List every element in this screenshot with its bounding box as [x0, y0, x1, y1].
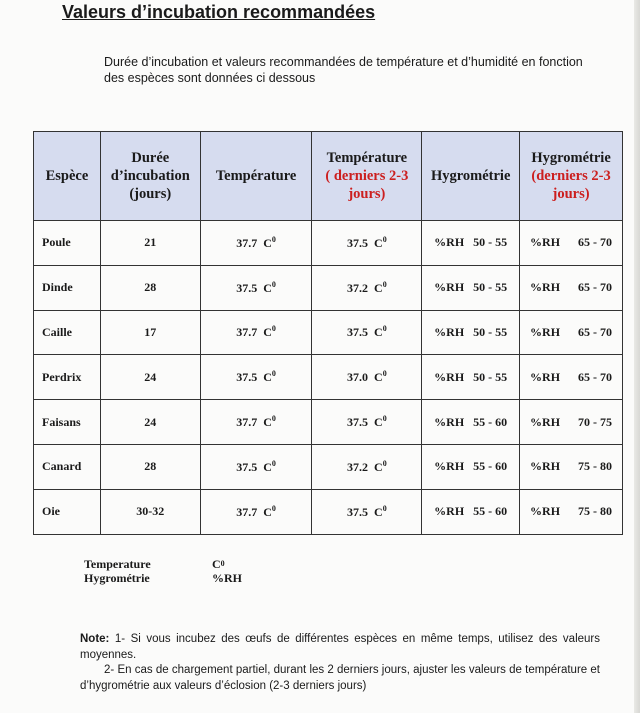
- cell-value: Dinde: [42, 280, 73, 295]
- cell-value: Poule: [42, 235, 71, 250]
- table-cell-hygro_fin: [520, 310, 623, 355]
- cell-value: Caille: [42, 324, 72, 339]
- table-header-cell: [422, 132, 520, 221]
- degree-superscript: 0: [382, 234, 387, 244]
- table-body: [34, 221, 623, 535]
- cell-value: %RH 75 - 80: [530, 504, 613, 519]
- intro-paragraph: Durée d’incubation et valeurs recommandées de température et d’humidité en fonction des espèces sont données ci dessous: [104, 55, 583, 85]
- table-cell-espece: [34, 400, 101, 445]
- degree-superscript: 0: [382, 414, 387, 424]
- table-row: [34, 310, 623, 355]
- table-cell-espece: [34, 355, 101, 400]
- table-header-cell: [520, 132, 623, 221]
- header-label: Espèce: [45, 168, 89, 184]
- cell-value: 37.0 C: [347, 370, 383, 385]
- cell-value: %RH 65 - 70: [530, 324, 613, 339]
- legend-unit: %RH: [212, 571, 242, 585]
- cell-value: %RH 55 - 60: [434, 504, 508, 519]
- cell-value: 37.5 C: [236, 280, 272, 295]
- cell-value: 37.5 C: [347, 235, 383, 250]
- degree-superscript: 0: [271, 503, 276, 513]
- cell-value: 37.7 C: [236, 235, 272, 250]
- cell-value: 17: [144, 324, 157, 339]
- table-cell-temp: [200, 489, 312, 534]
- table-cell-hygro: [422, 489, 520, 534]
- degree-superscript: 0: [382, 369, 387, 379]
- table-cell-espece: [34, 444, 101, 489]
- cell-value: Perdrix: [42, 369, 82, 384]
- degree-superscript: 0: [271, 458, 276, 468]
- legend-row: [84, 571, 242, 585]
- cell-value: 37.7 C: [236, 504, 272, 519]
- table-header-row: [34, 132, 623, 221]
- cell-value: 37.5 C: [236, 459, 272, 474]
- cell-value: %RH 55 - 60: [434, 414, 508, 429]
- cell-value: %RH 65 - 70: [530, 280, 613, 295]
- cell-value: 37.2 C: [347, 280, 383, 295]
- page-title: Valeurs d’incubation recommandées: [62, 2, 376, 22]
- cell-value: %RH 65 - 70: [530, 369, 613, 384]
- header-label: Température: [326, 150, 408, 166]
- table-cell-hygro_fin: [520, 489, 623, 534]
- table-cell-hygro_fin: [520, 221, 623, 266]
- cell-value: %RH 70 - 75: [530, 414, 613, 429]
- cell-value: %RH 50 - 55: [434, 324, 508, 339]
- cell-value: 37.5 C: [347, 415, 383, 430]
- cell-value: 24: [144, 369, 157, 384]
- table-cell-espece: [34, 310, 101, 355]
- header-sublabel: ( derniers 2-3 jours): [325, 168, 409, 202]
- table-cell-temp_fin: [312, 265, 422, 310]
- degree-superscript: 0: [382, 503, 387, 513]
- table-cell-temp_fin: [312, 355, 422, 400]
- table-row: [34, 265, 623, 310]
- table-cell-hygro: [422, 400, 520, 445]
- table-cell-duree: [100, 221, 200, 266]
- legend-label: Hygrométrie: [84, 571, 150, 585]
- table-cell-temp: [200, 400, 312, 445]
- table-row: [34, 444, 623, 489]
- header-label: Hygrométrie: [430, 168, 511, 184]
- table-cell-hygro: [422, 265, 520, 310]
- cell-value: %RH 50 - 55: [434, 280, 508, 295]
- table-header-cell: [100, 132, 200, 221]
- table-cell-temp: [200, 265, 312, 310]
- table-cell-temp_fin: [312, 221, 422, 266]
- table-row: [34, 489, 623, 534]
- header-label: Hygrométrie: [531, 150, 611, 166]
- table-row: [34, 355, 623, 400]
- table-cell-duree: [100, 355, 200, 400]
- table-cell-temp_fin: [312, 489, 422, 534]
- table-row: [34, 221, 623, 266]
- note-label: Note:: [80, 633, 110, 645]
- table-cell-hygro: [422, 355, 520, 400]
- table-header-cell: [34, 132, 101, 221]
- table-cell-temp: [200, 355, 312, 400]
- degree-superscript: 0: [271, 234, 276, 244]
- cell-value: Oie: [42, 504, 60, 519]
- table-cell-temp: [200, 310, 312, 355]
- cell-value: %RH 50 - 55: [434, 235, 508, 250]
- table-cell-espece: [34, 489, 101, 534]
- table-cell-espece: [34, 221, 101, 266]
- table-cell-temp_fin: [312, 400, 422, 445]
- cell-value: 37.7 C: [236, 415, 272, 430]
- table-cell-hygro: [422, 444, 520, 489]
- table-row: [34, 400, 623, 445]
- header-label: Durée d’incubation (jours): [110, 150, 190, 202]
- table-cell-hygro_fin: [520, 444, 623, 489]
- note-block: [80, 632, 600, 694]
- table-cell-duree: [100, 310, 200, 355]
- table-cell-temp: [200, 444, 312, 489]
- degree-superscript: 0: [382, 324, 387, 334]
- degree-superscript: 0: [220, 559, 225, 568]
- cell-value: 37.7 C: [236, 325, 272, 340]
- page-edge-shadow: [634, 0, 640, 713]
- table-cell-duree: [100, 400, 200, 445]
- cell-value: %RH 55 - 60: [434, 459, 508, 474]
- table-header-cell: [312, 132, 422, 221]
- header-sublabel: (derniers 2-3 jours): [531, 168, 611, 202]
- cell-value: %RH 50 - 55: [434, 369, 508, 384]
- table-cell-hygro_fin: [520, 265, 623, 310]
- cell-value: 30-32: [136, 504, 165, 519]
- cell-value: 37.5 C: [347, 325, 383, 340]
- table-cell-temp_fin: [312, 310, 422, 355]
- cell-value: 28: [144, 459, 157, 474]
- table-cell-hygro: [422, 221, 520, 266]
- cell-value: Canard: [42, 459, 82, 474]
- table-cell-hygro_fin: [520, 400, 623, 445]
- cell-value: Faisans: [42, 414, 81, 429]
- degree-superscript: 0: [382, 279, 387, 289]
- degree-superscript: 0: [271, 369, 276, 379]
- table-cell-hygro: [422, 310, 520, 355]
- cell-value: 37.5 C: [347, 504, 383, 519]
- legend-unit: C: [212, 557, 221, 571]
- note-item-1: 1- Si vous incubez des œufs de différentes espèces en même temps, utilisez des valeurs moyennes.: [80, 633, 600, 661]
- cell-value: %RH 65 - 70: [530, 235, 613, 250]
- units-legend: [84, 557, 242, 585]
- cell-value: 24: [144, 414, 157, 429]
- incubation-table: [33, 131, 623, 535]
- legend-row: [84, 557, 242, 571]
- table-cell-espece: [34, 265, 101, 310]
- note-item-2: 2- En cas de chargement partiel, durant les 2 derniers jours, ajuster les valeurs de température et d’hygrométrie aux valeurs d’éclosion (2-3 derniers jours): [80, 664, 600, 692]
- cell-value: 21: [144, 235, 157, 250]
- table-cell-duree: [100, 265, 200, 310]
- cell-value: 37.2 C: [347, 459, 383, 474]
- degree-superscript: 0: [271, 324, 276, 334]
- degree-superscript: 0: [271, 279, 276, 289]
- legend-label: Temperature: [84, 557, 151, 571]
- table-cell-temp_fin: [312, 444, 422, 489]
- table-header-cell: [200, 132, 312, 221]
- cell-value: 37.5 C: [236, 370, 272, 385]
- table-cell-duree: [100, 489, 200, 534]
- degree-superscript: 0: [382, 458, 387, 468]
- cell-value: 28: [144, 280, 157, 295]
- table-cell-duree: [100, 444, 200, 489]
- table-cell-hygro_fin: [520, 355, 623, 400]
- header-label: Température: [215, 168, 297, 184]
- cell-value: %RH 75 - 80: [530, 459, 613, 474]
- table-cell-temp: [200, 221, 312, 266]
- degree-superscript: 0: [271, 414, 276, 424]
